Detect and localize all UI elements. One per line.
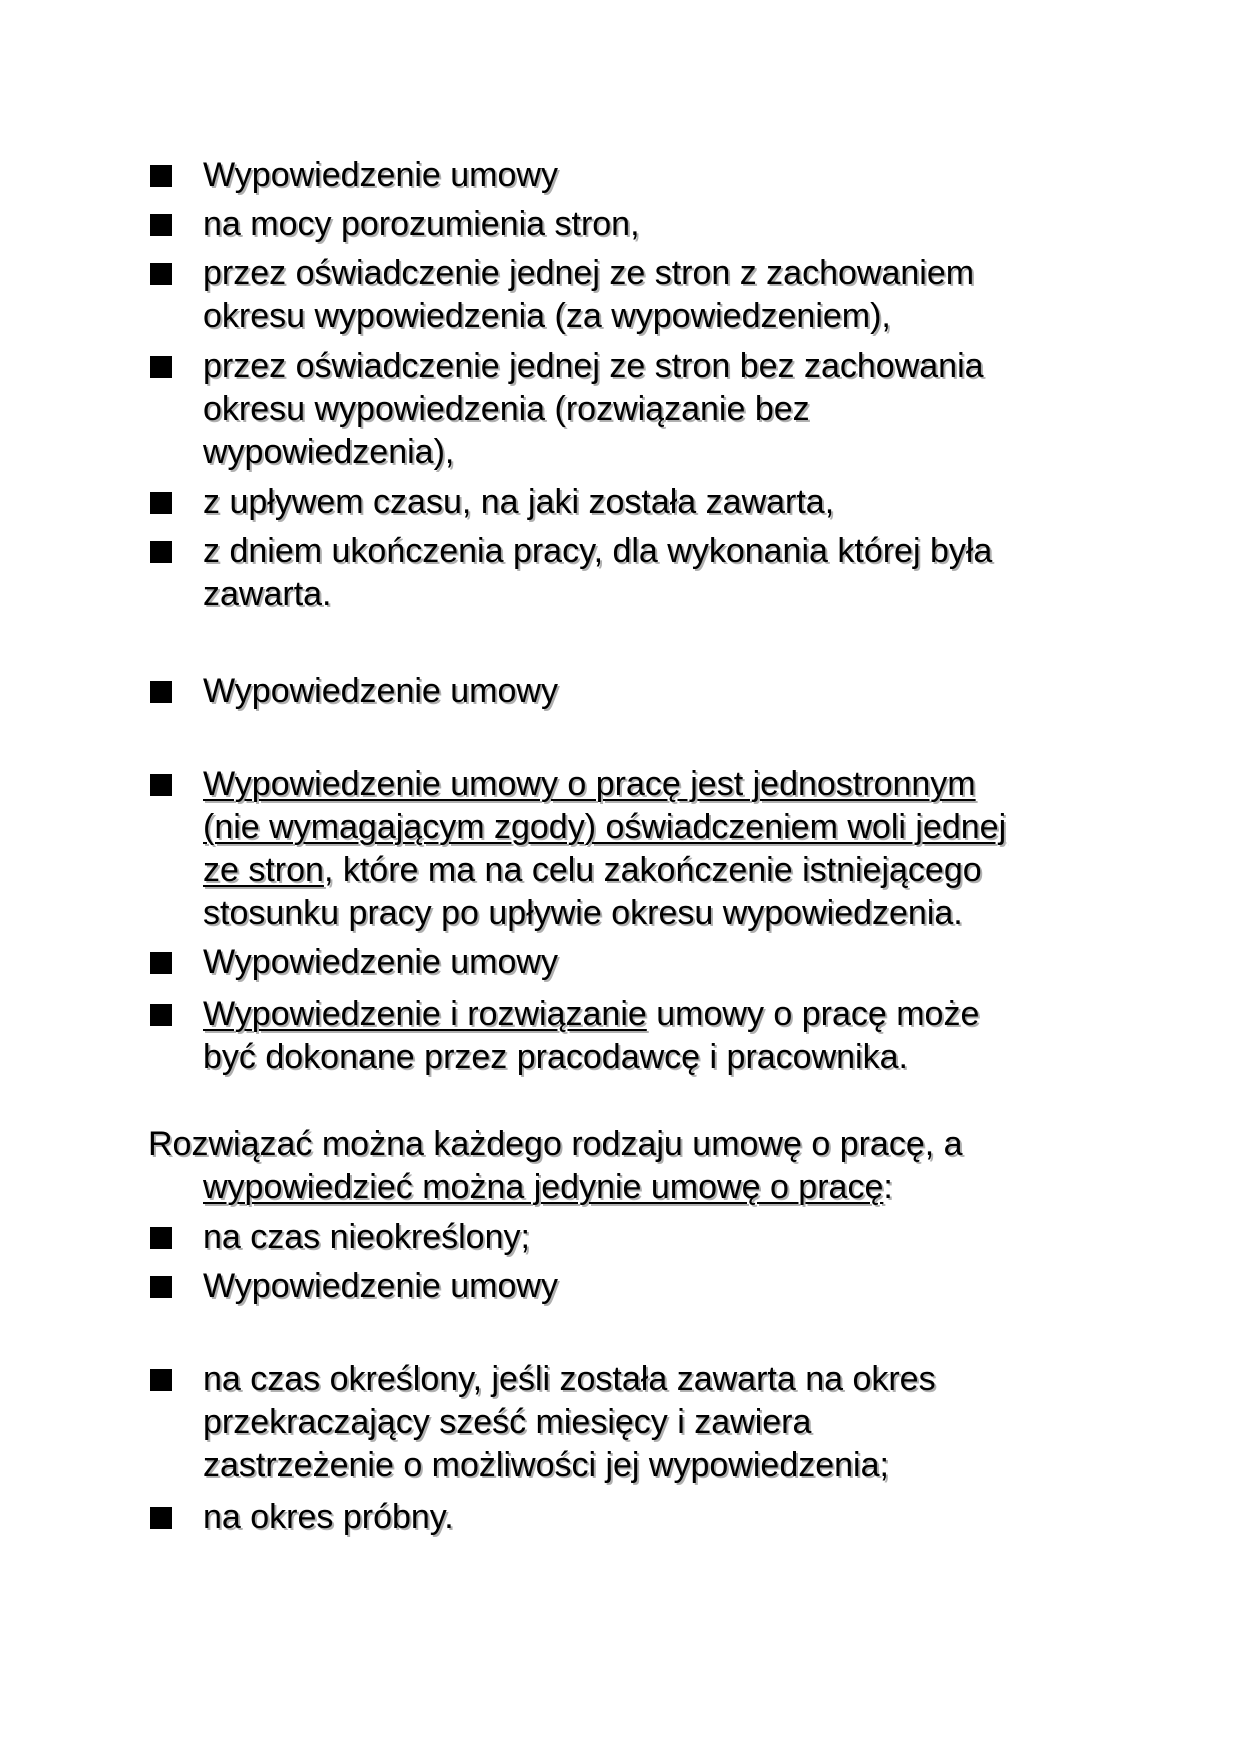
- list-item-text: na mocy porozumienia stron,: [203, 205, 640, 243]
- list-item-text: z upływem czasu, na jaki została zawarta,: [203, 483, 835, 521]
- list-item: [150, 481, 1160, 524]
- list-item-text: Wypowiedzenie umowy: [203, 156, 558, 194]
- list-item-text: Wypowiedzenie umowy: [203, 943, 558, 981]
- list-item-text: być dokonane przez pracodawcę i pracownika.: [203, 1038, 908, 1076]
- paragraph-text: :: [883, 1168, 893, 1206]
- list-item: [150, 1216, 1160, 1259]
- square-bullet-icon: [150, 1276, 172, 1298]
- list-item-text: na okres próbny.: [203, 1498, 454, 1536]
- list-item: [150, 203, 1160, 246]
- list-item-text: Wypowiedzenie umowy: [203, 1267, 558, 1305]
- list-item-text: okresu wypowiedzenia (za wypowiedzeniem),: [203, 297, 891, 335]
- paragraph: [148, 1123, 1168, 1209]
- list-item-text: przekraczający sześć miesięcy i zawiera: [203, 1403, 812, 1441]
- list-item: [150, 154, 1160, 197]
- list-item-text: okresu wypowiedzenia (rozwiązanie bez: [203, 390, 810, 428]
- list-item: [150, 941, 1160, 984]
- square-bullet-icon: [150, 681, 172, 703]
- underlined-text: Wypowiedzenie umowy o pracę jest jednostronnym: [203, 765, 976, 803]
- square-bullet-icon: [150, 1227, 172, 1249]
- list-item: [150, 1265, 1160, 1308]
- list-item-text: na czas określony, jeśli została zawarta na okres: [203, 1360, 936, 1398]
- list-item-text: na czas nieokreślony;: [203, 1218, 530, 1256]
- square-bullet-icon: [150, 1369, 172, 1391]
- list-item-text: umowy o pracę może: [646, 995, 980, 1033]
- list-item-text: zawarta.: [203, 575, 332, 613]
- square-bullet-icon: [150, 1004, 172, 1026]
- list-item-text: stosunku pracy po upływie okresu wypowiedzenia.: [203, 894, 963, 932]
- list-item: [150, 252, 1160, 338]
- square-bullet-icon: [150, 165, 172, 187]
- square-bullet-icon: [150, 952, 172, 974]
- list-item-text: Wypowiedzenie umowy: [203, 672, 558, 710]
- list-item-text: z dniem ukończenia pracy, dla wykonania której była: [203, 532, 993, 570]
- square-bullet-icon: [150, 774, 172, 796]
- list-item-definition: [150, 763, 1160, 935]
- square-bullet-icon: [150, 1507, 172, 1529]
- list-item-text: przez oświadczenie jednej ze stron bez zachowania: [203, 347, 984, 385]
- square-bullet-icon: [150, 356, 172, 378]
- underlined-text: wypowiedzieć można jedynie umowę o pracę: [203, 1168, 884, 1206]
- list-item-text: wypowiedzenia),: [203, 433, 455, 471]
- square-bullet-icon: [150, 214, 172, 236]
- list-item: [150, 1358, 1160, 1487]
- paragraph-text: Rozwiązać można każdego rodzaju umowę o pracę, a: [148, 1125, 963, 1163]
- square-bullet-icon: [150, 263, 172, 285]
- underlined-text: ze stron: [203, 851, 324, 889]
- list-item: [150, 530, 1160, 616]
- square-bullet-icon: [150, 541, 172, 563]
- list-item-text: przez oświadczenie jednej ze stron z zachowaniem: [203, 254, 975, 292]
- square-bullet-icon: [150, 492, 172, 514]
- list-item-text: , które ma na celu zakończenie istniejącego: [323, 851, 982, 889]
- list-item-text: zastrzeżenie o możliwości jej wypowiedzenia;: [203, 1446, 889, 1484]
- list-item: [150, 993, 1160, 1079]
- list-item: [150, 670, 1160, 713]
- underlined-text: Wypowiedzenie i rozwiązanie: [203, 995, 647, 1033]
- list-item: [150, 1496, 1160, 1539]
- list-item: [150, 345, 1160, 474]
- underlined-text: (nie wymagającym zgody) oświadczeniem woli jednej: [203, 808, 1007, 846]
